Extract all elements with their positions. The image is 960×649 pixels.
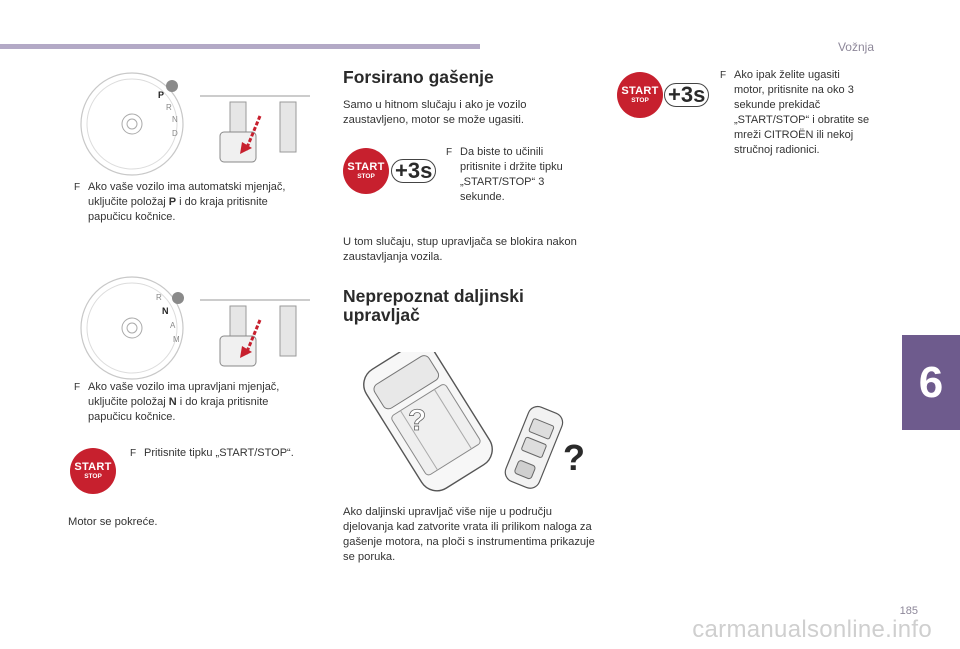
- bullet-mark: F: [720, 70, 727, 81]
- steering-lock-note: U tom slučaju, stup upravljača se blokira nakon zaustavljanja vozila.: [343, 236, 577, 263]
- gear-position-n: N: [168, 396, 177, 408]
- start-stop-button-icon: START STOP: [70, 448, 116, 494]
- bullet-automatic-gearbox: F Ako vaše vozilo ima automatski mjenjač, uključite položaj P i do kraja pritisnite papučicu kočnice.: [74, 181, 286, 223]
- bullet-mark: F: [74, 182, 81, 193]
- bullet-mark: F: [74, 382, 81, 393]
- footer-watermark: carmanualsonline.info: [692, 616, 932, 643]
- start-stop-button-icon: START STOP: [617, 72, 663, 118]
- gear-letter-r: R: [156, 293, 162, 302]
- bullet-contact-citroen: F Ako ipak želite ugasiti motor, pritisnite na oko 3 sekunde prekidač „START/STOP“ i obratite se mreži CITROËN ili nekoj stručnoj radionici.: [720, 69, 870, 156]
- header-bar: [0, 44, 480, 49]
- chapter-tab: [902, 335, 960, 430]
- gear-letter-d: D: [172, 129, 178, 138]
- manual-gear-letters: [80, 276, 190, 384]
- bullet-mark: F: [446, 147, 453, 158]
- gear-position-p: P: [168, 196, 177, 208]
- plus-3-seconds-icon: +3s: [664, 82, 709, 108]
- gear-letter-a: A: [170, 321, 176, 330]
- section-title: Vožnja: [837, 40, 874, 54]
- gear-letter-n: N: [172, 115, 178, 124]
- plus-3-seconds-icon: +3s: [391, 158, 436, 184]
- bullet-press-start-stop: F Pritisnite tipku „START/STOP“.: [130, 447, 294, 459]
- gear-letter-m: M: [173, 335, 180, 344]
- bullet-hold-start-stop: F Da biste to učinili pritisnite i držite tipku „START/STOP“ 3 sekunde.: [446, 146, 563, 203]
- chapter-number: 6: [918, 357, 944, 407]
- bullet-mark: F: [130, 448, 137, 459]
- gear-letter-p: P: [158, 90, 165, 100]
- gear-letter-n: N: [162, 306, 169, 316]
- remote-not-detected-title: Neprepoznat daljinski upravljač: [343, 286, 524, 325]
- question-mark-car: ?: [408, 404, 427, 437]
- forced-off-title: Forsirano gašenje: [343, 67, 494, 87]
- motor-starts-text: Motor se pokreće.: [68, 516, 158, 528]
- question-mark-key: ?: [563, 437, 585, 478]
- forced-off-intro: Samo u hitnom slučaju i ako je vozilo zaustavljeno, motor se može ugasiti.: [343, 99, 527, 126]
- bullet-manual-gearbox: F Ako vaše vozilo ima upravljani mjenjač, uključite položaj N i do kraja pritisnite papučicu kočnice.: [74, 381, 280, 423]
- remote-not-detected-text: Ako daljinski upravljač više nije u području djelovanja kad zatvorite vrata ili prilikom naloga za gašenje motora, na ploči s instrumentima prikazuje se poruka.: [343, 506, 595, 563]
- start-stop-button-icon: START STOP: [343, 148, 389, 194]
- car-and-key-illustration: [358, 352, 588, 497]
- gear-letter-r: R: [166, 103, 172, 112]
- auto-gear-letters: [80, 72, 190, 180]
- page-number: 185: [899, 605, 918, 617]
